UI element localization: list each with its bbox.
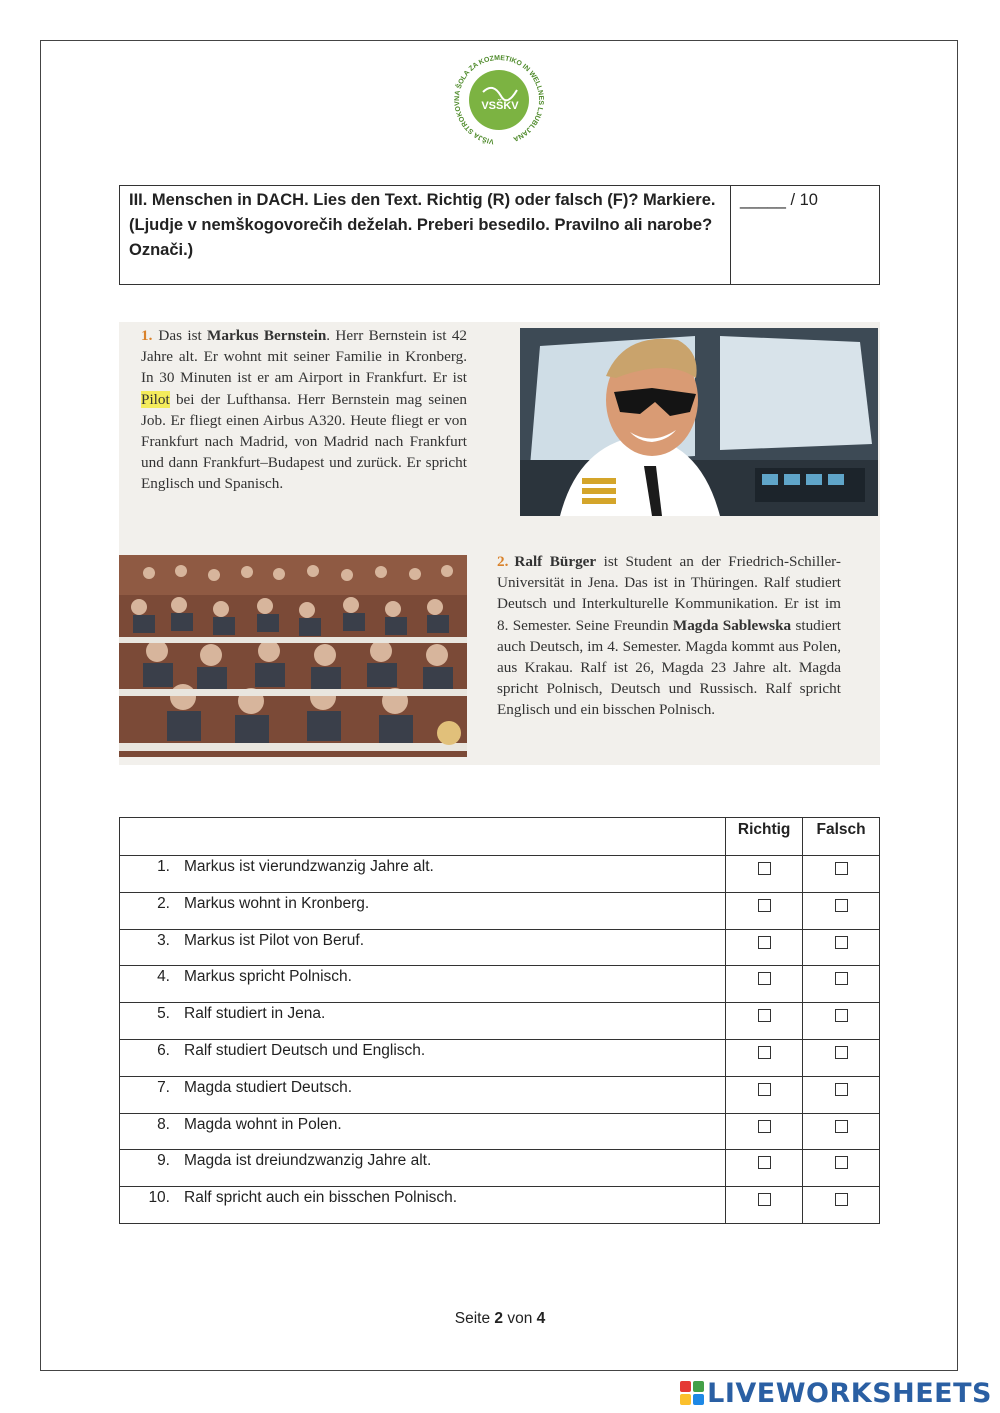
statement-number: 9. bbox=[157, 1152, 170, 1170]
pilot-photo bbox=[520, 328, 878, 516]
table-row bbox=[120, 1187, 880, 1224]
true-false-table bbox=[119, 817, 880, 1224]
lecture-hall-photo bbox=[119, 555, 467, 757]
table-row bbox=[120, 929, 880, 966]
statement-number: 4. bbox=[157, 968, 170, 986]
statement-number: 8. bbox=[157, 1115, 170, 1133]
brand-name: LIVEWORKSHEETS bbox=[707, 1377, 992, 1409]
richtig-checkbox[interactable] bbox=[758, 1193, 771, 1206]
statement-text: Magda wohnt in Polen. bbox=[184, 1115, 342, 1133]
statement-text: Ralf studiert Deutsch und Englisch. bbox=[184, 1041, 426, 1059]
falsch-checkbox[interactable] bbox=[835, 1120, 848, 1133]
text-number: 1. bbox=[141, 327, 153, 344]
statement-text: Ralf spricht auch ein bisschen Polnisch. bbox=[184, 1189, 458, 1207]
liveworksheets-icon bbox=[680, 1381, 704, 1405]
richtig-checkbox[interactable] bbox=[758, 1046, 771, 1059]
falsch-checkbox[interactable] bbox=[835, 1193, 848, 1206]
text-ralf: 2. Ralf Bürger ist Student an der Friedrich-Schiller-Universität in Jena. Das ist in Thüringen. Ralf studiert Deutsch und Interkulturelle Kommunikation. Er ist im 8. Semester. Seine Freundin Magda Sablewska studiert auch Deutsch, im 4. Semester. Magda kommt aus Polen, aus Krakau. Ralf ist 26, Magda 23 Jahre alt. Magda spricht Polnisch, Deutsch und Russisch. Ralf spricht Englisch und ein bisschen Polnisch. bbox=[497, 553, 841, 719]
statement-text: Markus spricht Polnisch. bbox=[184, 968, 352, 986]
liveworksheets-brand[interactable] bbox=[680, 1376, 992, 1410]
table-row bbox=[120, 966, 880, 1003]
logo-center-text: VSŠKV bbox=[481, 100, 519, 112]
falsch-checkbox[interactable] bbox=[835, 972, 848, 985]
richtig-checkbox[interactable] bbox=[758, 899, 771, 912]
statement-text: Markus ist Pilot von Beruf. bbox=[184, 931, 365, 949]
richtig-checkbox[interactable] bbox=[758, 1120, 771, 1133]
statement-text: Markus ist vierundzwanzig Jahre alt. bbox=[184, 858, 434, 875]
falsch-checkbox[interactable] bbox=[835, 936, 848, 949]
total-pages: 4 bbox=[536, 1310, 546, 1327]
table-row bbox=[120, 1113, 880, 1150]
falsch-checkbox[interactable] bbox=[835, 1083, 848, 1096]
table-row bbox=[120, 1039, 880, 1076]
statement-text: Magda studiert Deutsch. bbox=[184, 1078, 353, 1096]
column-falsch: Falsch bbox=[803, 818, 880, 856]
statement-number: 5. bbox=[157, 1005, 170, 1023]
richtig-checkbox[interactable] bbox=[758, 1009, 771, 1022]
richtig-checkbox[interactable] bbox=[758, 1083, 771, 1096]
richtig-checkbox[interactable] bbox=[758, 972, 771, 985]
statement-text: Magda ist dreiundzwanzig Jahre alt. bbox=[184, 1152, 432, 1170]
statement-number: 7. bbox=[157, 1078, 170, 1096]
falsch-checkbox[interactable] bbox=[835, 1009, 848, 1022]
statement-number: 2. bbox=[157, 894, 170, 912]
exercise-title-slovene: (Ljudje v nemškogovorečih deželah. Preberi besedilo. Pravilno ali narobe? Označi.) bbox=[129, 216, 713, 259]
falsch-checkbox[interactable] bbox=[835, 899, 848, 912]
falsch-checkbox[interactable] bbox=[835, 1046, 848, 1059]
score-field: _____ / 10 bbox=[740, 191, 818, 209]
text-number: 2. bbox=[497, 553, 509, 570]
table-row bbox=[120, 856, 880, 893]
current-page: 2 bbox=[494, 1310, 504, 1327]
statement-text: Markus wohnt in Kronberg. bbox=[184, 894, 370, 912]
statement-text: Ralf studiert in Jena. bbox=[184, 1005, 326, 1023]
statement-number: 1. bbox=[157, 858, 170, 875]
reading-panel bbox=[119, 322, 880, 765]
text-markus: 1. Das ist Markus Bernstein. Herr Bernstein ist 42 Jahre alt. Er wohnt mit seiner Familie in Kronberg. In 30 Minuten ist er am Airport in Frankfurt. Er ist Pilot bei der Lufthansa. Herr Bernstein mag seinen Job. Er fliegt einen Airbus A320. Heute fliegt er von Frankfurt nach Madrid, von Madrid nach Frankfurt und dann Frankfurt–Budapest und zurück. Er spricht Englisch und Spanisch. bbox=[141, 327, 468, 493]
school-logo bbox=[447, 52, 551, 150]
table-row bbox=[120, 1076, 880, 1113]
richtig-checkbox[interactable] bbox=[758, 862, 771, 875]
logo-ring-text: VIŠJA STROKOVNA ŠOLA ZA KOZMETIKO IN WELLNES LJUBLJANA bbox=[453, 54, 545, 145]
table-row bbox=[120, 892, 880, 929]
exercise-title-german: III. Menschen in DACH. Lies den Text. Richtig (R) oder falsch (F)? Markiere. bbox=[129, 191, 716, 209]
statement-number: 3. bbox=[157, 931, 170, 949]
page-footer: Seite 2 von 4 bbox=[454, 1310, 546, 1327]
table-row bbox=[120, 1150, 880, 1187]
table-row bbox=[120, 1003, 880, 1040]
table-header-row bbox=[120, 818, 880, 856]
falsch-checkbox[interactable] bbox=[835, 862, 848, 875]
column-richtig: Richtig bbox=[726, 818, 803, 856]
statement-number: 10. bbox=[148, 1189, 170, 1207]
statement-number: 6. bbox=[157, 1041, 170, 1059]
richtig-checkbox[interactable] bbox=[758, 1156, 771, 1169]
exercise-header bbox=[119, 185, 880, 285]
falsch-checkbox[interactable] bbox=[835, 1156, 848, 1169]
richtig-checkbox[interactable] bbox=[758, 936, 771, 949]
highlighted-word: Pilot bbox=[141, 390, 170, 408]
